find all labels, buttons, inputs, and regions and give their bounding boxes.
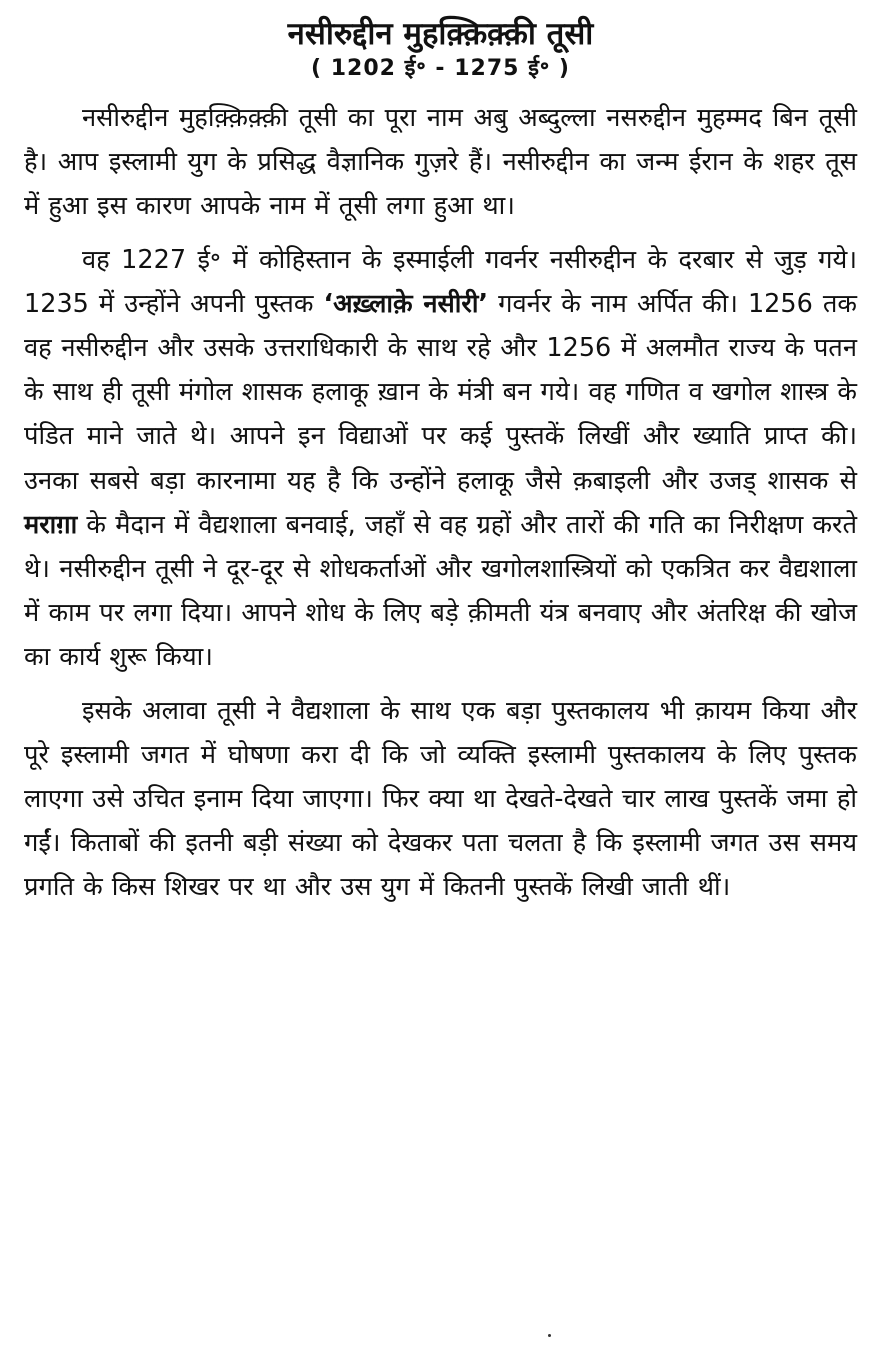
paragraph-text: वह 1227 ई॰ में कोहिस्तान के इस्माईली गवर्नर नसीरुद्दीन के दरबार से जुड़ गये। 1235 में उन्होंने अपनी पुस्तक <box>24 244 857 319</box>
paragraph-text: इसके अलावा तूसी ने वैद्यशाला के साथ एक बड़ा पुस्तकालय भी क़ायम किया और पूरे इस्लामी जगत में घोषणा करा दी कि जो व्यक्ति इस्लामी पुस्तकालय के लिए पुस्तक लाएगा उसे उचित इनाम दिया जाएगा। फिर क्या था देखते-देखते चार लाख पुस्तकें जमा हो गईं। किताबों की इतनी बड़ी संख्या को देखकर पता चलता है कि इस्लामी जगत उस समय प्रगति के किस शिखर पर था और उस युग में कितनी पुस्तकें लिखी जाती थीं। <box>24 695 857 903</box>
paragraph-career <box>24 238 857 680</box>
book-title-akhlaq-e-nasiri: ‘अख़्लाक़े नसीरी’ <box>323 288 489 319</box>
paragraph-intro <box>24 96 857 229</box>
page-title: नसीरुद्दीन मुहक़्क़िक़्क़ी तूसी <box>287 16 594 52</box>
scan-speck <box>548 1334 551 1337</box>
place-name-maragha: मराग़ा <box>24 509 78 540</box>
page-subtitle-dates: ( 1202 ई॰ - 1275 ई॰ ) <box>310 56 570 81</box>
paragraph-text: नसीरुद्दीन मुहक़्क़िक़्क़ी तूसी का पूरा नाम अबु अब्दुल्ला नसरुद्दीन मुहम्मद बिन तूसी है। आप इस्लामी युग के प्रसिद्ध वैज्ञानिक गुज़रे हैं। नसीरुद्दीन का जन्म ईरान के शहर तूस में हुआ इस कारण आपके नाम में तूसी लगा हुआ था। <box>24 103 857 222</box>
paragraph-library <box>24 689 857 910</box>
paragraph-text: के मैदान में वैद्यशाला बनवाई, जहाँ से वह ग्रहों और तारों की गति का निरीक्षण करते थे। नसीरुद्दीन तूसी ने दूर-दूर से शोधकर्ताओं और खगोलशास्त्रियों को एकत्रित कर वैद्यशाला में काम पर लगा दिया। आपने शोध के लिए बड़े क़ीमती यंत्र बनवाए और अंतरिक्ष की खोज का कार्य शुरू किया। <box>24 509 857 673</box>
paragraph-text: गवर्नर के नाम अर्पित की। 1256 तक वह नसीरुद्दीन और उसके उत्तराधिकारी के साथ रहे और 1256 में अलमौत राज्य के पतन के साथ ही तूसी मंगोल शासक हलाकू ख़ान के मंत्री बन गये। वह गणित व खगोल शास्त्र के पंडित माने जाते थे। आपने इन विद्याओं पर कई पुस्तकें लिखीं और ख्याति प्राप्त की। उनका सबसे बड़ा कारनामा यह है कि उन्होंने हलाकू जैसे क़बाइली और उजड् शासक से <box>24 288 857 496</box>
